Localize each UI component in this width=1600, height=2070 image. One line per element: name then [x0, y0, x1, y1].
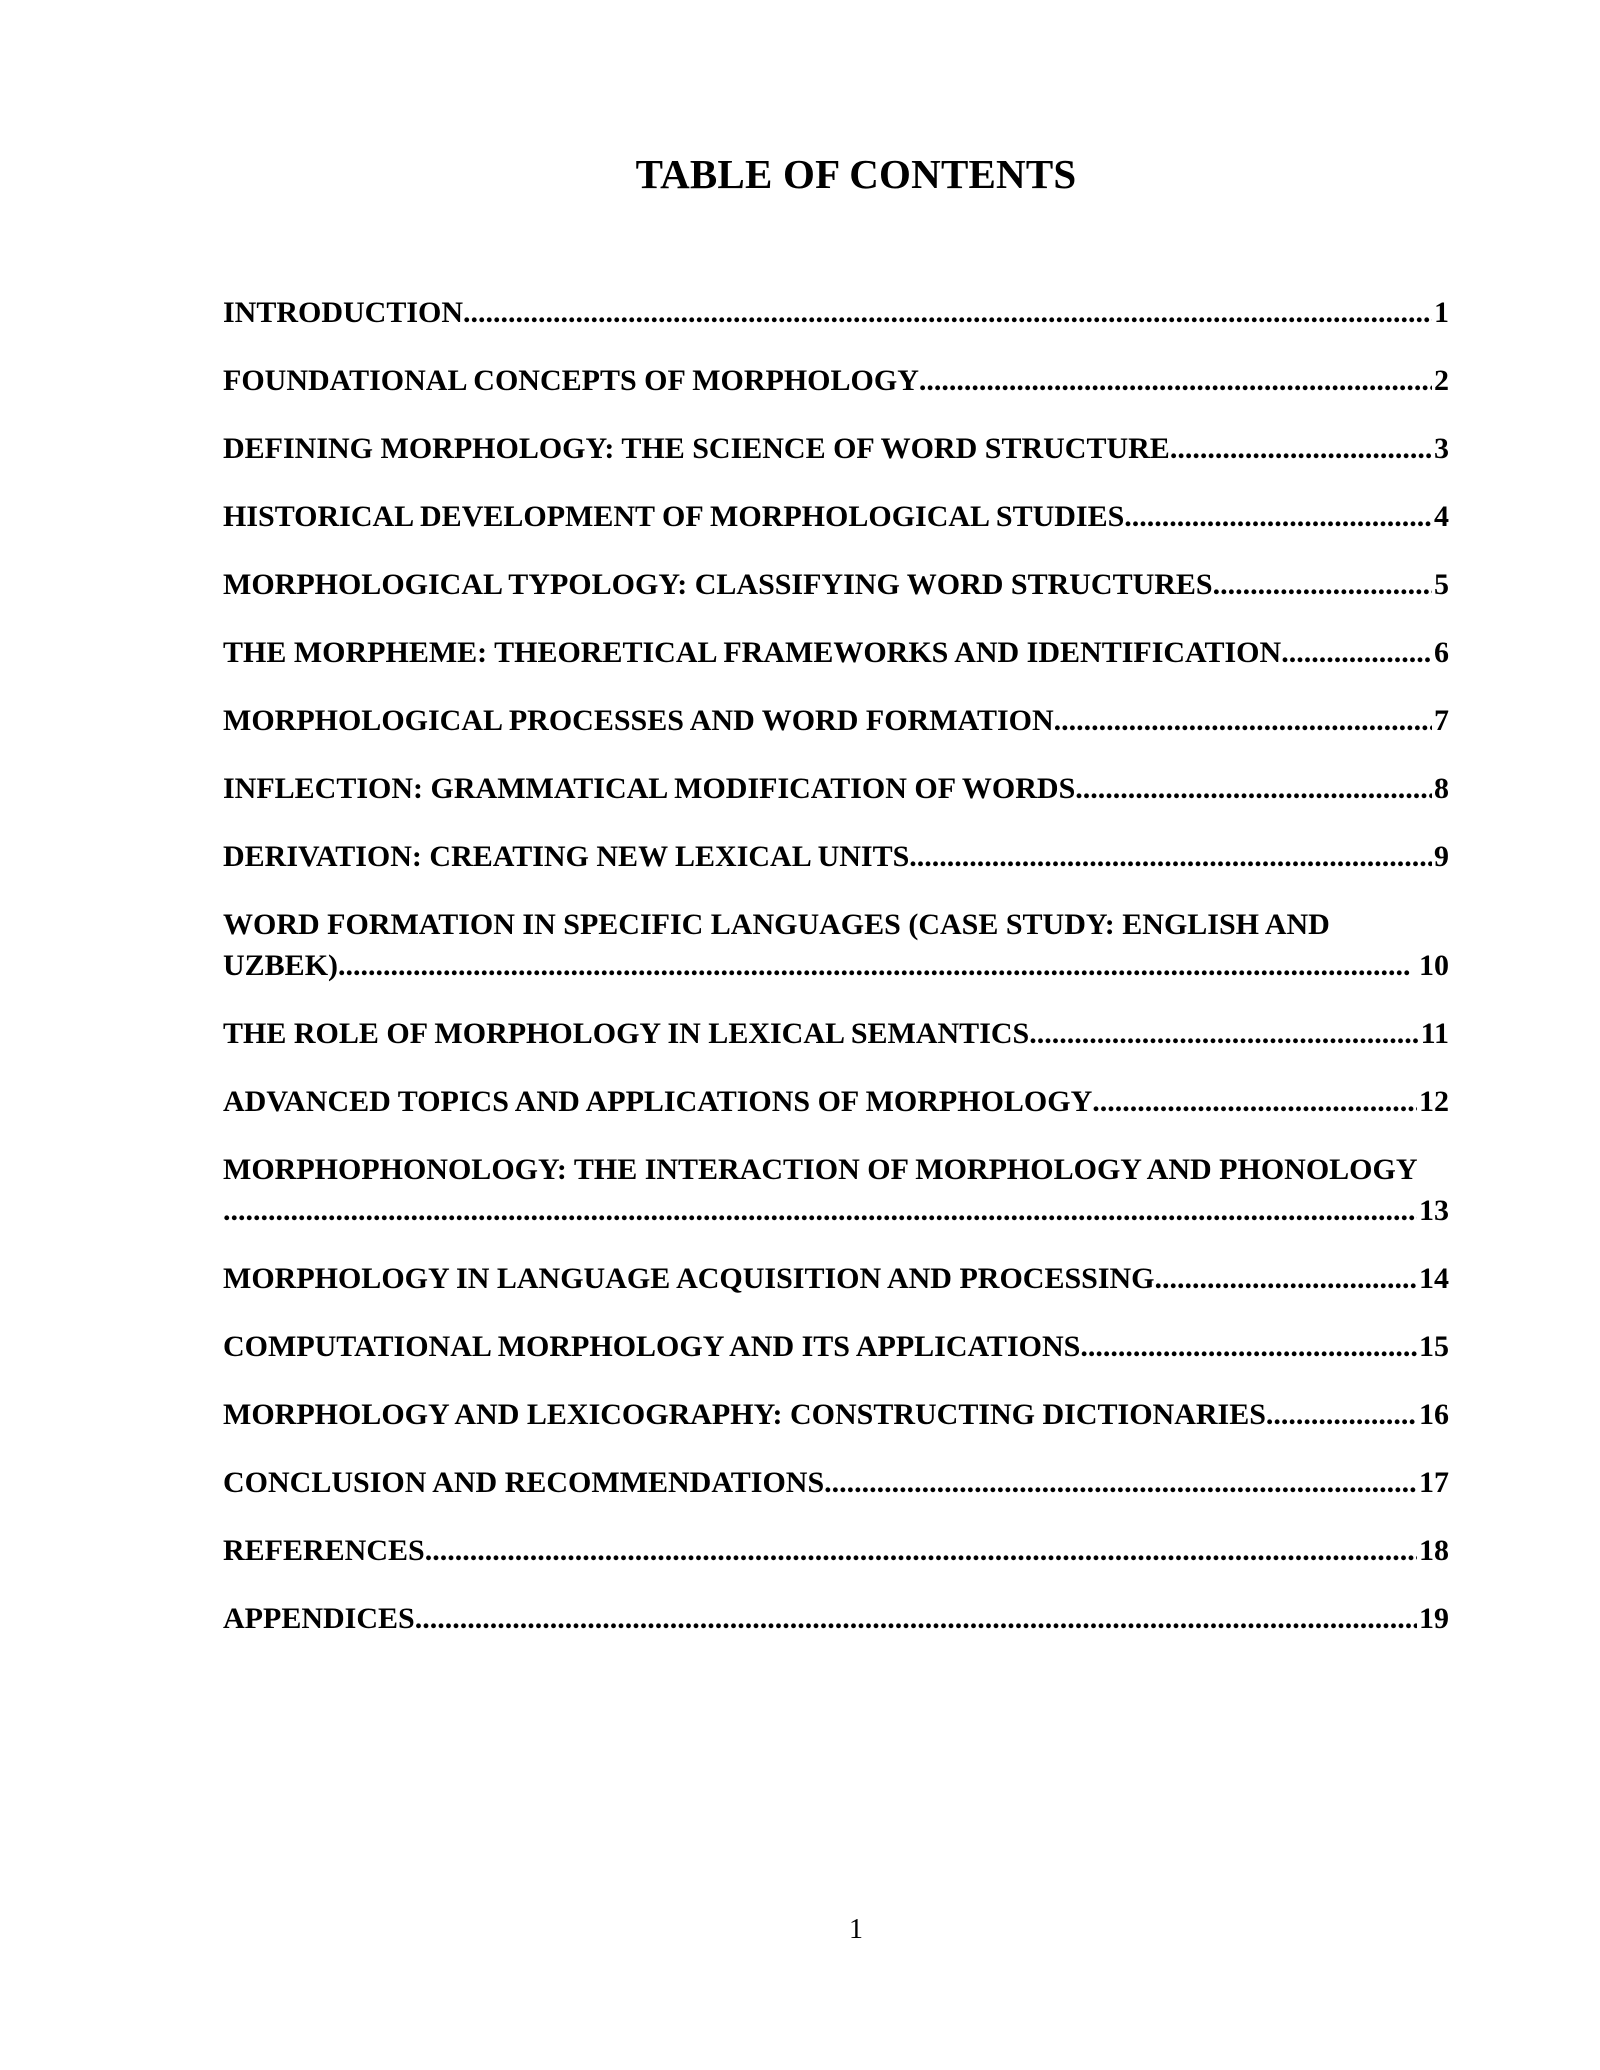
dot-leader: [1075, 768, 1432, 809]
toc-entry-title: THE ROLE OF MORPHOLOGY IN LEXICAL SEMANTICS: [223, 1017, 1030, 1050]
toc-entry-title: MORPHOLOGY IN LANGUAGE ACQUISITION AND PROCESSING: [223, 1262, 1155, 1295]
dot-leader: [1281, 632, 1432, 673]
toc-entry-page: 19: [1419, 1602, 1449, 1635]
toc-entry-historical-development[interactable]: [223, 496, 1449, 537]
dot-leader: [1092, 1081, 1417, 1122]
toc-entry-title: COMPUTATIONAL MORPHOLOGY AND ITS APPLICATIONS: [223, 1330, 1081, 1363]
toc-entry-page: 11: [1420, 1017, 1449, 1050]
toc-entry-title: REFERENCES: [223, 1534, 425, 1567]
dot-leader: [1054, 700, 1432, 741]
dot-leader: [223, 1190, 1417, 1231]
table-of-contents: [223, 292, 1449, 1666]
dot-leader: [919, 360, 1432, 401]
page-number: 1: [849, 1914, 863, 1945]
dot-leader: [1155, 1258, 1417, 1299]
toc-entry-page: 5: [1434, 568, 1449, 601]
toc-entry-page: 14: [1419, 1262, 1449, 1295]
toc-entry-appendices[interactable]: [223, 1598, 1449, 1639]
toc-entry-advanced-topics[interactable]: [223, 1081, 1449, 1122]
dot-leader: [1266, 1394, 1417, 1435]
dot-leader: [1170, 428, 1432, 469]
toc-entry-page: 1: [1434, 296, 1449, 329]
toc-entry-title: CONCLUSION AND RECOMMENDATIONS: [223, 1466, 825, 1499]
toc-entry-title: MORPHOLOGY AND LEXICOGRAPHY: CONSTRUCTING DICTIONARIES: [223, 1398, 1266, 1431]
dot-leader: [415, 1598, 1417, 1639]
toc-entry-title: ADVANCED TOPICS AND APPLICATIONS OF MORPHOLOGY: [223, 1085, 1093, 1118]
toc-entry-title: FOUNDATIONAL CONCEPTS OF MORPHOLOGY: [223, 364, 919, 397]
toc-entry-the-morpheme[interactable]: [223, 632, 1449, 673]
toc-entry-page: 9: [1434, 840, 1449, 873]
toc-entry-conclusion[interactable]: [223, 1462, 1449, 1503]
toc-entry-page: 7: [1434, 704, 1449, 737]
toc-entry-lexical-semantics[interactable]: [223, 1013, 1449, 1054]
dot-leader: [1213, 564, 1432, 605]
dot-leader: [425, 1530, 1417, 1571]
toc-entry-page: 6: [1434, 636, 1449, 669]
toc-entry-foundational-concepts[interactable]: [223, 360, 1449, 401]
toc-entry-word-formation-specific-languages[interactable]: [223, 904, 1449, 986]
toc-entry-derivation[interactable]: [223, 836, 1449, 877]
toc-entry-language-acquisition[interactable]: [223, 1258, 1449, 1299]
toc-entry-title: DEFINING MORPHOLOGY: THE SCIENCE OF WORD STRUCTURE: [223, 432, 1170, 465]
dot-leader: [909, 836, 1432, 877]
dot-leader: [1080, 1326, 1417, 1367]
toc-entry-page: 10: [1419, 949, 1449, 982]
toc-entry-title: WORD FORMATION IN SPECIFIC LANGUAGES (CASE STUDY: ENGLISH AND: [223, 908, 1330, 941]
toc-entry-page: 15: [1419, 1330, 1449, 1363]
toc-entry-morphological-typology[interactable]: [223, 564, 1449, 605]
toc-entry-introduction[interactable]: [223, 292, 1449, 333]
toc-entry-title: APPENDICES: [223, 1602, 415, 1635]
toc-entry-title-continued: UZBEK): [223, 949, 339, 982]
toc-entry-inflection[interactable]: [223, 768, 1449, 809]
page-title: TABLE OF CONTENTS: [635, 151, 1077, 197]
toc-entry-title: MORPHOLOGICAL PROCESSES AND WORD FORMATION: [223, 704, 1054, 737]
toc-entry-computational-morphology[interactable]: [223, 1326, 1449, 1367]
toc-entry-page: 13: [1419, 1194, 1449, 1227]
toc-entry-page: 8: [1434, 772, 1449, 805]
dot-leader: [1124, 496, 1432, 537]
toc-entry-title: HISTORICAL DEVELOPMENT OF MORPHOLOGICAL STUDIES: [223, 500, 1125, 533]
toc-entry-title: INTRODUCTION: [223, 296, 464, 329]
toc-entry-page: 4: [1434, 500, 1449, 533]
toc-entry-title: THE MORPHEME: THEORETICAL FRAMEWORKS AND IDENTIFICATION: [223, 636, 1282, 669]
dot-leader: [463, 292, 1432, 333]
toc-entry-references[interactable]: [223, 1530, 1449, 1571]
dot-leader: [824, 1462, 1417, 1503]
dot-leader: [338, 945, 1411, 986]
toc-entry-page: 17: [1419, 1466, 1449, 1499]
toc-entry-lexicography[interactable]: [223, 1394, 1449, 1435]
toc-entry-title: MORPHOPHONOLOGY: THE INTERACTION OF MORPHOLOGY AND PHONOLOGY: [223, 1153, 1418, 1186]
dot-leader: [1029, 1013, 1418, 1054]
toc-entry-title: MORPHOLOGICAL TYPOLOGY: CLASSIFYING WORD STRUCTURES: [223, 568, 1213, 601]
toc-entry-page: 12: [1419, 1085, 1449, 1118]
toc-entry-page: 18: [1419, 1534, 1449, 1567]
toc-entry-page: 16: [1419, 1398, 1449, 1431]
toc-entry-morphophonology[interactable]: [223, 1149, 1449, 1231]
toc-entry-morphological-processes[interactable]: [223, 700, 1449, 741]
toc-entry-page: 2: [1434, 364, 1449, 397]
toc-entry-page: 3: [1434, 432, 1449, 465]
toc-entry-title: DERIVATION: CREATING NEW LEXICAL UNITS: [223, 840, 910, 873]
toc-entry-defining-morphology[interactable]: [223, 428, 1449, 469]
toc-entry-title: INFLECTION: GRAMMATICAL MODIFICATION OF WORDS: [223, 772, 1076, 805]
